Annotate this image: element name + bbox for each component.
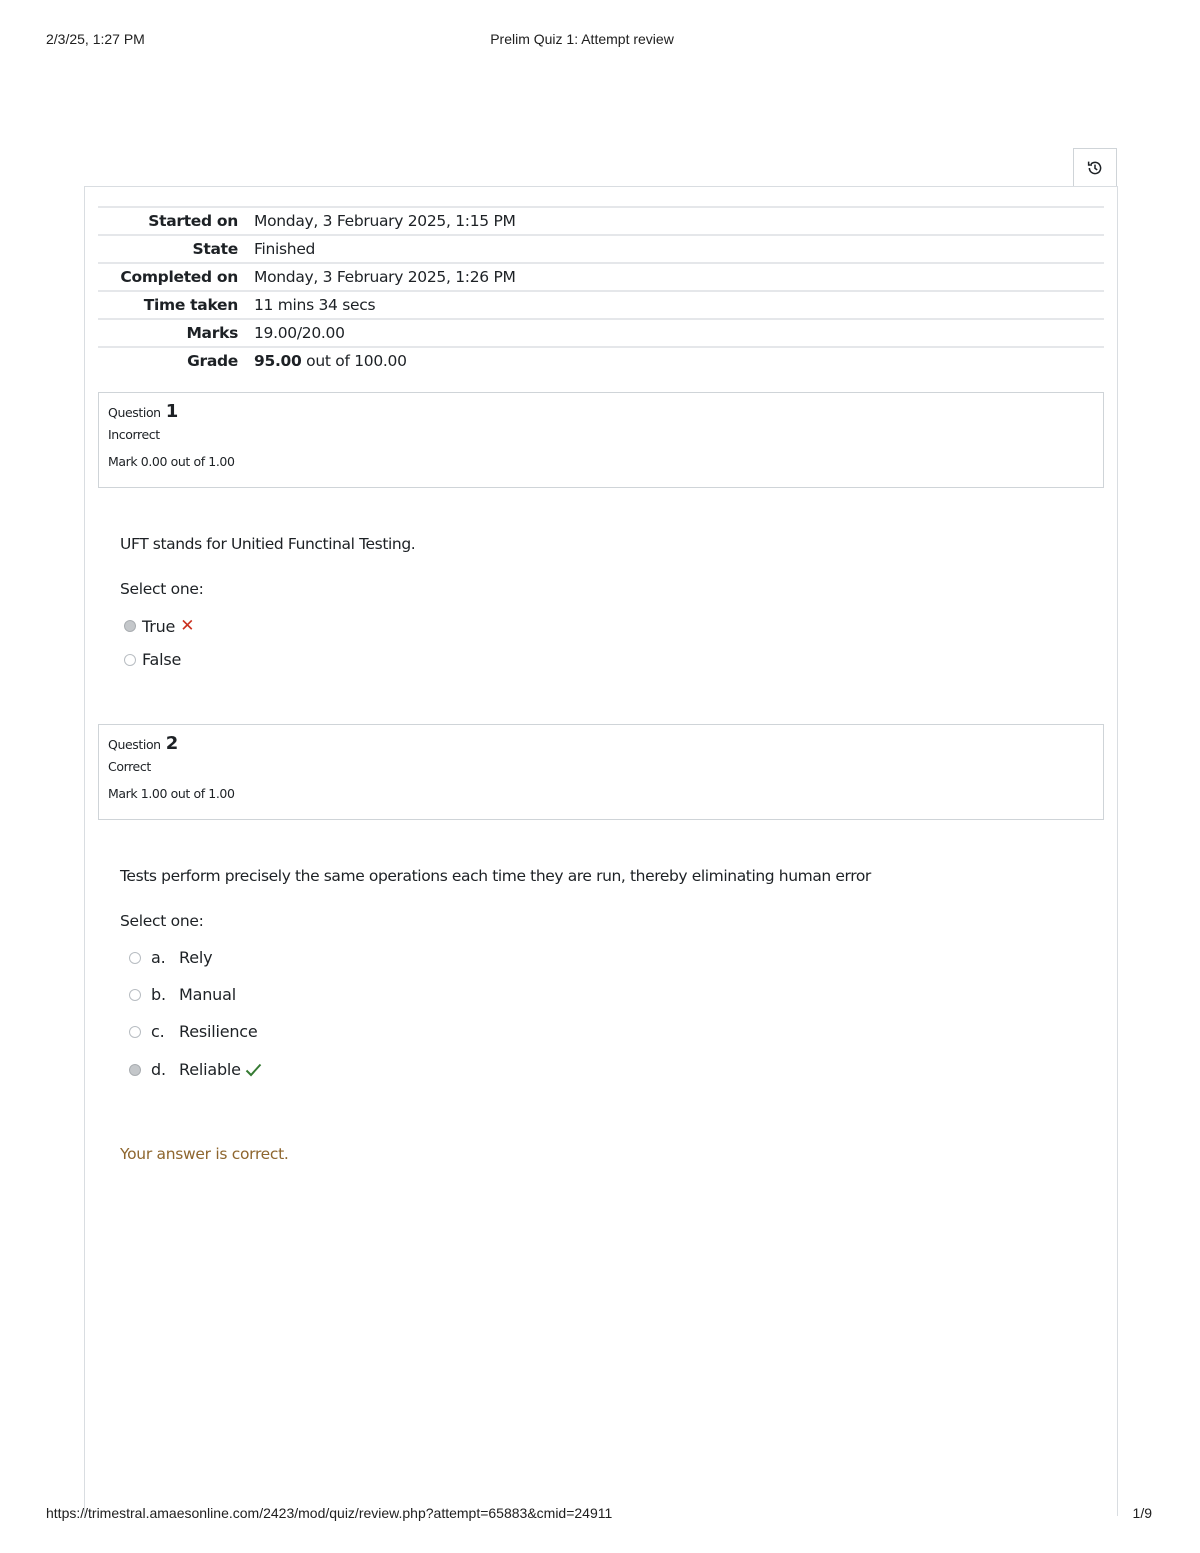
option-label: Manual (179, 985, 236, 1004)
question-grade: Mark 1.00 out of 1.00 (108, 786, 235, 801)
summary-value: Monday, 3 February 2025, 1:26 PM (254, 268, 516, 286)
radio-button[interactable] (129, 1026, 141, 1038)
option-label: True (142, 616, 176, 636)
radio-button[interactable] (129, 989, 141, 1001)
option-label: Rely (179, 948, 213, 967)
question-2-info (98, 724, 1104, 820)
question-label: Question (108, 405, 161, 420)
question-state: Incorrect (108, 427, 160, 442)
question-2-feedback: Your answer is correct. (120, 1145, 289, 1163)
summary-row-completed-on (98, 264, 1104, 292)
question-2-option-d[interactable] (129, 1060, 262, 1079)
question-2-option-b[interactable] (129, 985, 236, 1004)
incorrect-x-icon: ✕ (180, 616, 195, 636)
history-icon (1086, 159, 1104, 177)
question-number-value: 1 (165, 401, 178, 422)
summary-row-time-taken (98, 292, 1104, 320)
question-state: Correct (108, 759, 151, 774)
option-label: Reliable (179, 1060, 241, 1079)
question-1-text: UFT stands for Unitied Functinal Testing. (120, 535, 416, 553)
summary-label: State (192, 240, 238, 258)
question-number-value: 2 (165, 733, 178, 754)
question-2-text: Tests perform precisely the same operations each time they are run, thereby eliminating human error (120, 867, 871, 885)
radio-button-checked[interactable] (124, 620, 136, 632)
attempt-timer-button[interactable] (1073, 148, 1117, 186)
question-1-prompt: Select one: (120, 580, 204, 598)
summary-label: Time taken (143, 296, 238, 314)
summary-value (254, 352, 1104, 370)
option-letter: c. (151, 1022, 165, 1041)
print-page-title: Prelim Quiz 1: Attempt review (490, 31, 674, 47)
print-datetime: 2/3/25, 1:27 PM (46, 31, 145, 47)
question-1-info (98, 392, 1104, 488)
radio-button[interactable] (129, 952, 141, 964)
print-header (0, 31, 1200, 51)
correct-check-icon (245, 1063, 262, 1077)
question-2-prompt: Select one: (120, 912, 204, 930)
summary-label: Completed on (120, 268, 238, 286)
summary-row-marks (98, 320, 1104, 348)
question-number (108, 401, 1094, 423)
option-letter: b. (151, 985, 166, 1004)
grade-out-of: out of 100.00 (301, 352, 407, 370)
radio-button-checked[interactable] (129, 1064, 141, 1076)
option-label: Resilience (179, 1022, 258, 1041)
question-1-option-true[interactable] (124, 616, 194, 636)
summary-value: 19.00/20.00 (254, 324, 345, 342)
option-label: False (142, 650, 182, 669)
summary-value: Finished (254, 240, 316, 258)
summary-value: 11 mins 34 secs (254, 296, 376, 314)
summary-label: Marks (186, 324, 238, 342)
print-footer (0, 1505, 1200, 1525)
question-2-option-a[interactable] (129, 948, 212, 967)
print-page-number: 1/9 (1132, 1505, 1152, 1521)
radio-button[interactable] (124, 654, 136, 666)
attempt-summary-table (98, 206, 1104, 374)
question-number (108, 733, 1094, 755)
grade-score: 95.00 (254, 352, 302, 370)
summary-row-state (98, 236, 1104, 264)
question-1-option-false[interactable] (124, 650, 181, 669)
question-grade: Mark 0.00 out of 1.00 (108, 454, 235, 469)
option-letter: a. (151, 948, 166, 967)
summary-row-started-on (98, 208, 1104, 236)
page-region (84, 186, 1118, 1516)
print-url: https://trimestral.amaesonline.com/2423/mod/quiz/review.php?attempt=65883&cmid=24911 (46, 1505, 613, 1521)
summary-label: Started on (148, 212, 238, 230)
question-2-option-c[interactable] (129, 1022, 258, 1041)
summary-value: Monday, 3 February 2025, 1:15 PM (254, 212, 516, 230)
question-label: Question (108, 737, 161, 752)
summary-row-grade (98, 348, 1104, 374)
option-letter: d. (151, 1060, 166, 1079)
summary-label: Grade (187, 352, 238, 370)
